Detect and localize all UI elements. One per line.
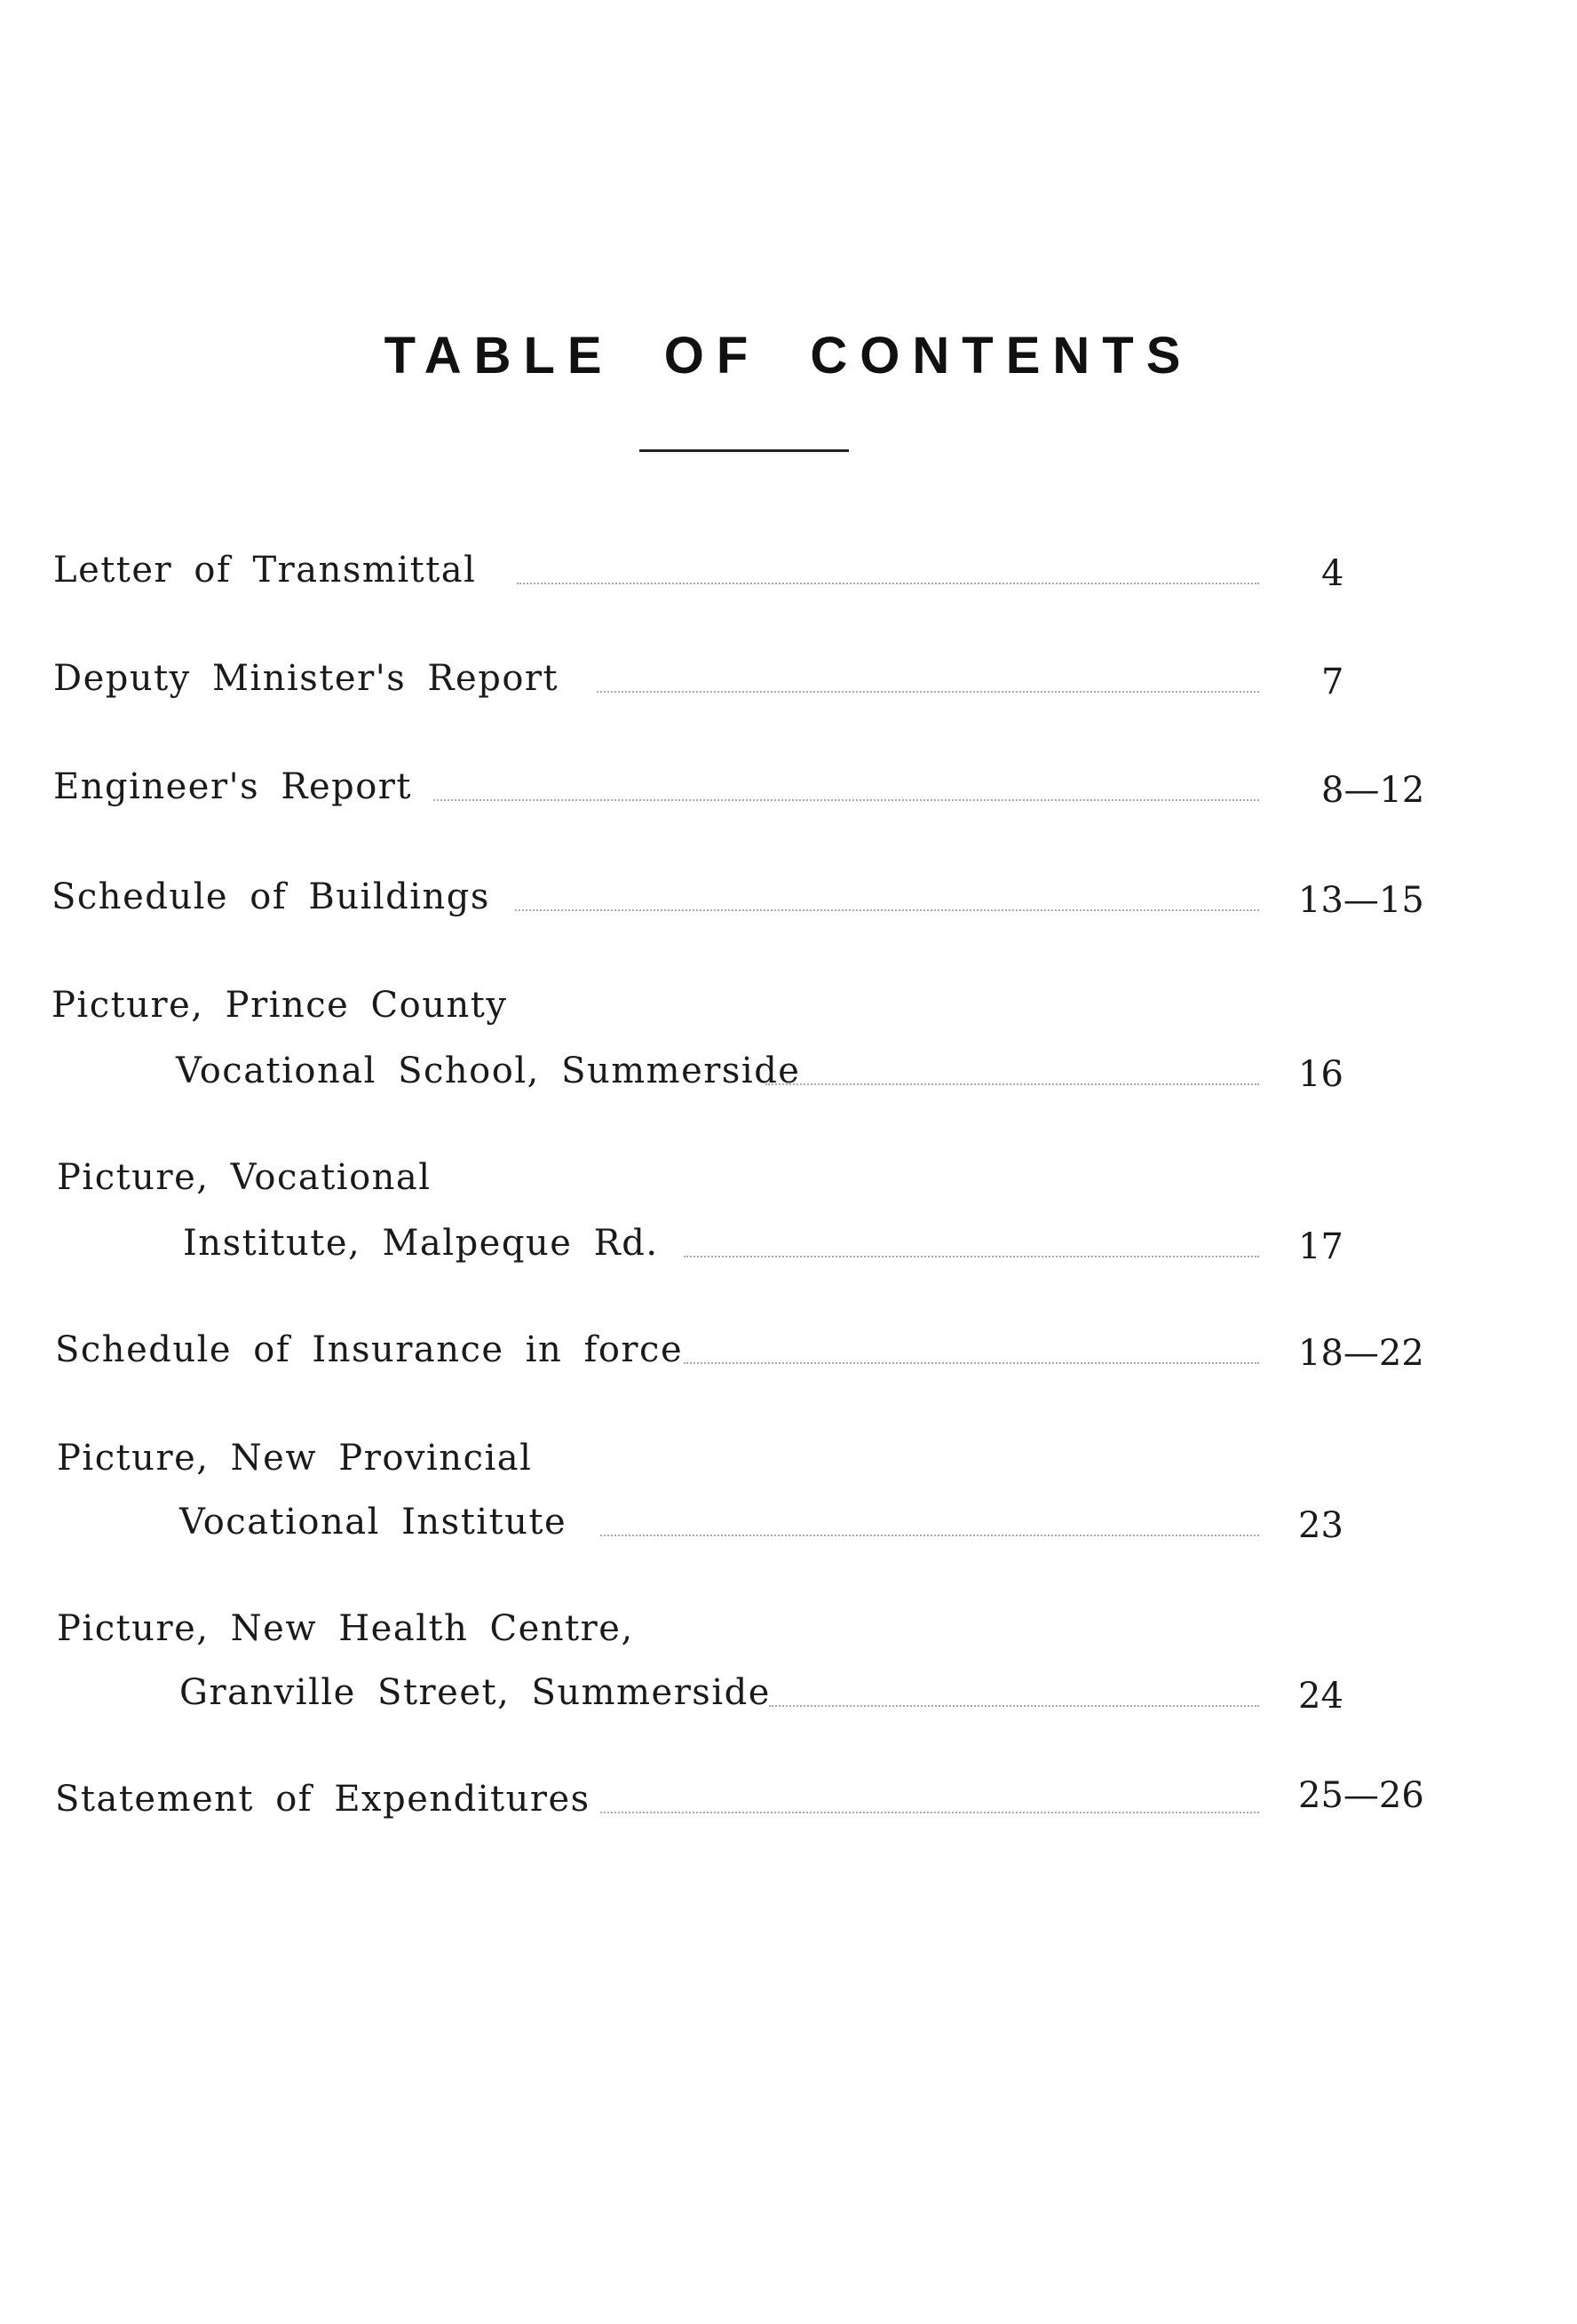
toc-entry-label-continued: Vocational Institute	[179, 1502, 567, 1543]
toc-entry-label-continued: Institute, Malpeque Rd.	[183, 1223, 659, 1264]
toc-entry-page: 16	[1298, 1054, 1343, 1095]
title-underline	[639, 449, 849, 452]
dot-leader	[765, 1083, 1259, 1085]
toc-entry-page: 25—26	[1298, 1775, 1424, 1816]
toc-entry-page: 17	[1298, 1226, 1343, 1267]
toc-entry-label-continued: Granville Street, Summerside	[179, 1672, 771, 1713]
toc-entry-label: Deputy Minister's Report	[53, 658, 559, 699]
toc-entry-label: Engineer's Report	[53, 766, 412, 807]
toc-entry-label: Picture, Prince County	[52, 985, 508, 1026]
toc-entry-label: Schedule of Insurance in force	[55, 1329, 684, 1370]
dot-leader	[517, 583, 1259, 584]
toc-entry-page: 8—12	[1321, 770, 1425, 811]
dot-leader	[684, 1256, 1259, 1257]
dot-leader	[600, 1812, 1259, 1813]
page-title: TABLE OF CONTENTS	[384, 327, 1193, 385]
toc-entry-page: 18—22	[1298, 1333, 1424, 1374]
dot-leader	[433, 799, 1259, 801]
dot-leader	[515, 909, 1259, 911]
toc-entry-label: Statement of Expenditures	[55, 1779, 590, 1820]
dot-leader	[597, 691, 1259, 693]
toc-entry-page: 23	[1298, 1505, 1343, 1546]
toc-entry-label: Letter of Transmittal	[53, 550, 477, 591]
toc-entry-page: 4	[1321, 553, 1344, 594]
toc-entry-page: 7	[1321, 662, 1344, 702]
toc-entry-label: Schedule of Buildings	[52, 876, 490, 917]
toc-entry-label: Picture, New Health Centre,	[57, 1608, 634, 1649]
toc-entry-page: 24	[1298, 1676, 1343, 1717]
dot-leader	[684, 1362, 1259, 1364]
dot-leader	[600, 1535, 1259, 1536]
toc-entry-label-continued: Vocational School, Summerside	[176, 1051, 801, 1091]
dot-leader	[769, 1705, 1259, 1707]
toc-entry-page: 13—15	[1298, 880, 1424, 921]
toc-entry-label: Picture, New Provincial	[57, 1438, 533, 1479]
toc-entry-label: Picture, Vocational	[57, 1157, 432, 1198]
